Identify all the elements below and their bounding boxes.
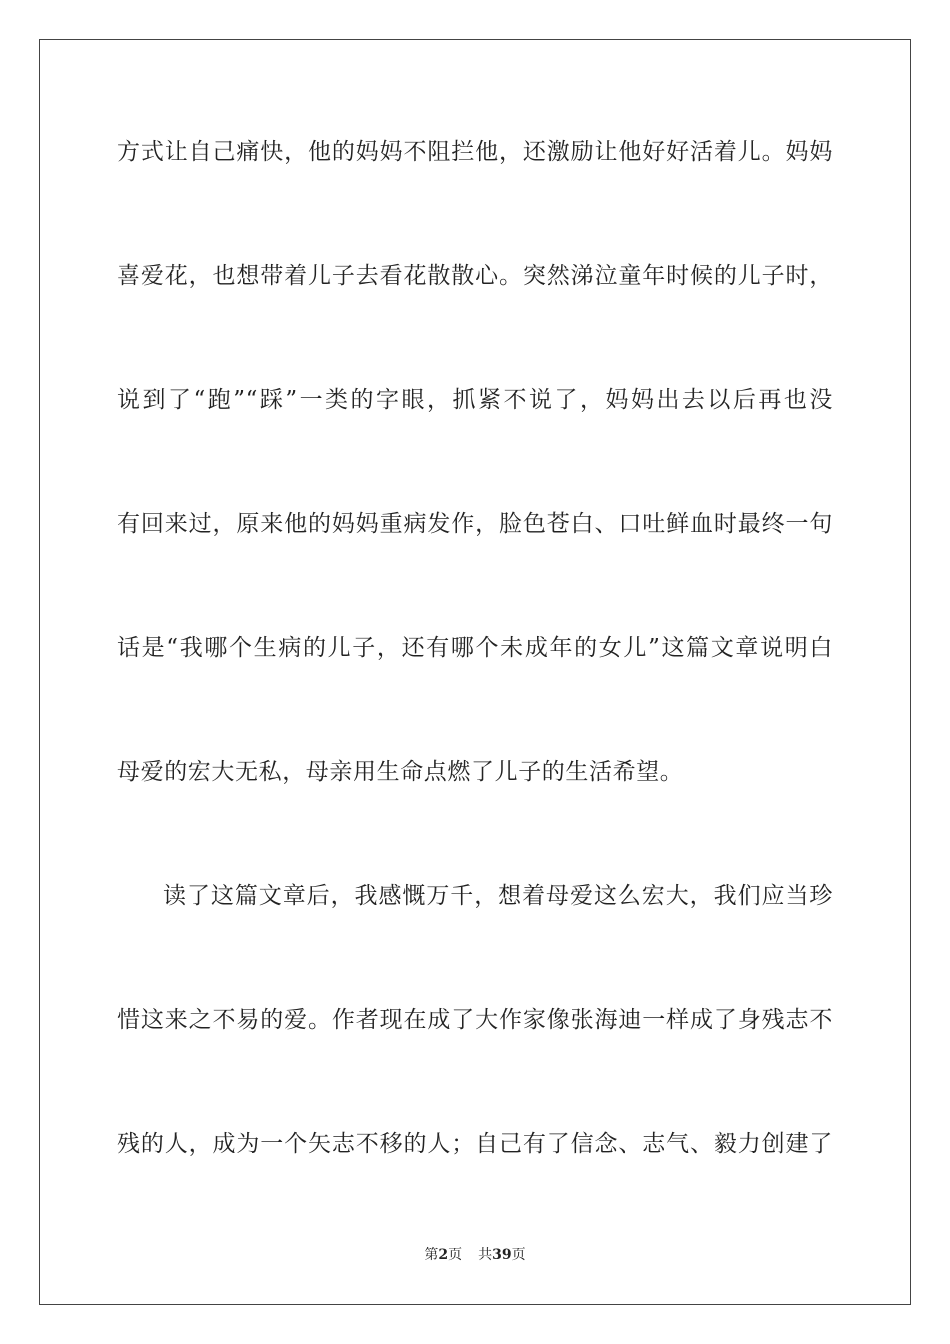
page-border bbox=[39, 39, 911, 1305]
body-line-7: 读了这篇文章后，我感慨万千，想着母爱这么宏大，我们应当珍 bbox=[163, 883, 833, 909]
body-line-8: 惜这来之不易的爱。作者现在成了大作家像张海迪一样成了身残志不 bbox=[117, 1007, 833, 1033]
footer-total-suffix: 页 bbox=[511, 1247, 526, 1263]
body-line-1: 方式让自己痛快，他的妈妈不阻拦他，还激励让他好好活着儿。妈妈 bbox=[117, 139, 833, 165]
body-line-6: 母爱的宏大无私，母亲用生命点燃了儿子的生活希望。 bbox=[117, 759, 684, 785]
footer-page-prefix: 第 bbox=[424, 1247, 439, 1263]
body-line-5: 话是“我哪个生病的儿子，还有哪个未成年的女儿”这篇文章说明白 bbox=[117, 635, 833, 661]
footer-total-prefix: 共 bbox=[478, 1247, 493, 1263]
footer-page-number: 2 bbox=[438, 1247, 449, 1263]
body-line-2: 喜爱花，也想带着儿子去看花散散心。突然涕泣童年时候的儿子时， bbox=[117, 263, 833, 289]
body-line-3: 说到了“跑”“踩”一类的字眼，抓紧不说了，妈妈出去以后再也没 bbox=[117, 387, 833, 413]
body-line-9: 残的人，成为一个矢志不移的人；自己有了信念、志气、毅力创建了 bbox=[117, 1131, 833, 1157]
footer-total-pages: 39 bbox=[492, 1247, 512, 1263]
page-footer bbox=[0, 1245, 950, 1265]
body-line-4: 有回来过，原来他的妈妈重病发作，脸色苍白、口吐鲜血时最终一句 bbox=[117, 511, 833, 537]
footer-page-suffix: 页 bbox=[448, 1247, 463, 1263]
